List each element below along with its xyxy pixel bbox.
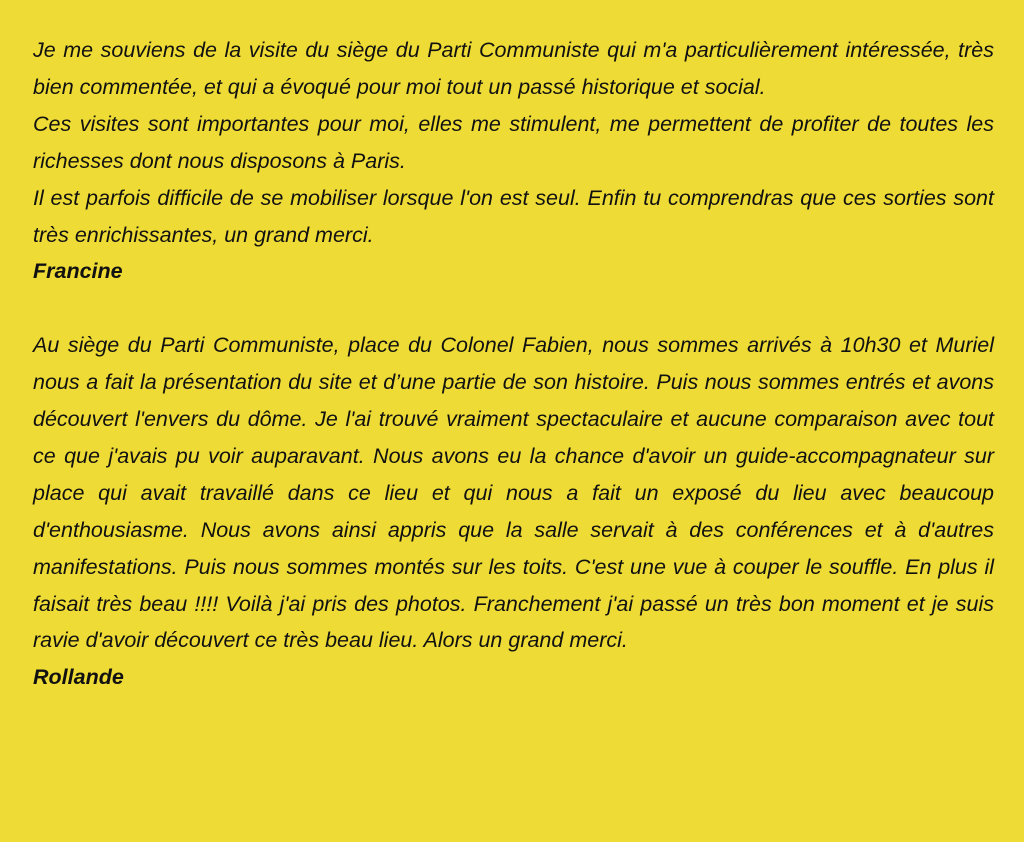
testimonial-paragraph: Il est parfois difficile de se mobiliser lorsque l'on est seul. Enfin tu comprendras que ces sorties sont très enrichissantes, un grand merci. — [33, 185, 994, 247]
testimonial-paragraph: Au siège du Parti Communiste, place du Colonel Fabien, nous sommes arrivés à 10h30 et Muriel nous a fait la présentation du site et d’une partie de son histoire. Puis nous sommes entrés et avons découvert l'envers du dôme. Je l'ai trouvé vraiment spectaculaire et aucune comparaison avec tout ce que j'avais pu voir auparavant. Nous avons eu la chance d'avoir un guide-accompagnateur sur place qui avait travaillé dans ce lieu et qui nous a fait un exposé du lieu avec beaucoup d'enthousiasme. Nous avons ainsi appris que la salle servait à des conférences et à d'autres manifestations. Puis nous sommes montés sur les toits. C'est une vue à couper le souffle. En plus il faisait très beau !!!! Voilà j'ai pris des photos. Franchement j'ai passé un très bon moment et je suis ravie d'avoir découvert ce très beau lieu. Alors un grand merci. — [33, 333, 994, 653]
testimonial-francine — [33, 32, 994, 290]
testimonial-paragraph: Ces visites sont importantes pour moi, elles me stimulent, me permettent de profiter de toutes les richesses dont nous disposons à Paris. — [33, 111, 994, 173]
testimonial-paragraph: Je me souviens de la visite du siège du Parti Communiste qui m'a particulièrement intéressée, très bien commentée, et qui a évoqué pour moi tout un passé historique et social. — [33, 38, 994, 99]
section-spacer — [33, 290, 994, 327]
testimonial-author: Rollande — [33, 665, 124, 690]
testimonial-rollande — [33, 327, 994, 696]
testimonial-author: Francine — [33, 259, 123, 284]
